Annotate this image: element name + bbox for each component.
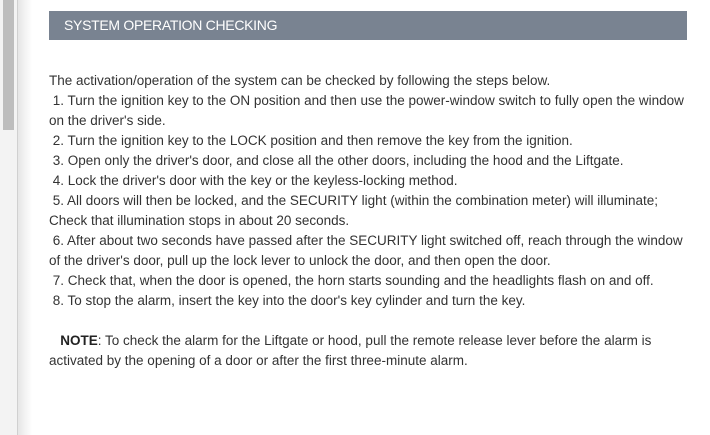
scrollbar-thumb[interactable] (3, 0, 14, 130)
section-body (49, 71, 689, 371)
section-title: SYSTEM OPERATION CHECKING (64, 17, 278, 33)
step-5: 5. All doors will then be locked, and the SECURITY light (within the combination meter) will illuminate; Check that illumination stops in about 20 seconds. (49, 193, 662, 228)
note-label: NOTE (60, 333, 98, 348)
note-paragraph (49, 331, 689, 371)
step-2: 2. Turn the ignition key to the LOCK position and then remove the key from the ignition. (49, 133, 573, 148)
intro-paragraph: The activation/operation of the system can be checked by following the steps below. (49, 73, 551, 88)
step-7: 7. Check that, when the door is opened, the horn starts sounding and the headlights flash on and off. (49, 273, 654, 288)
step-4: 4. Lock the driver's door with the key or the keyless-locking method. (49, 173, 458, 188)
step-8: 8. To stop the alarm, insert the key into the door's key cylinder and turn the key. (49, 293, 526, 308)
step-3: 3. Open only the driver's door, and close all the other doors, including the hood and the Liftgate. (49, 153, 624, 168)
section-header (49, 11, 687, 40)
step-1: 1. Turn the ignition key to the ON position and then use the power-window switch to fully open the window on the driver's side. (49, 93, 688, 128)
scrollbar-track[interactable] (0, 0, 18, 435)
note-text: : To check the alarm for the Liftgate or hood, pull the remote release lever before the alarm is activated by the opening of a door or after the first three-minute alarm. (49, 333, 656, 368)
step-6: 6. After about two seconds have passed after the SECURITY light switched off, reach through the window of the driver's door, pull up the lock lever to unlock the door, and then open the door. (49, 233, 687, 268)
panel-shadow (18, 0, 32, 435)
